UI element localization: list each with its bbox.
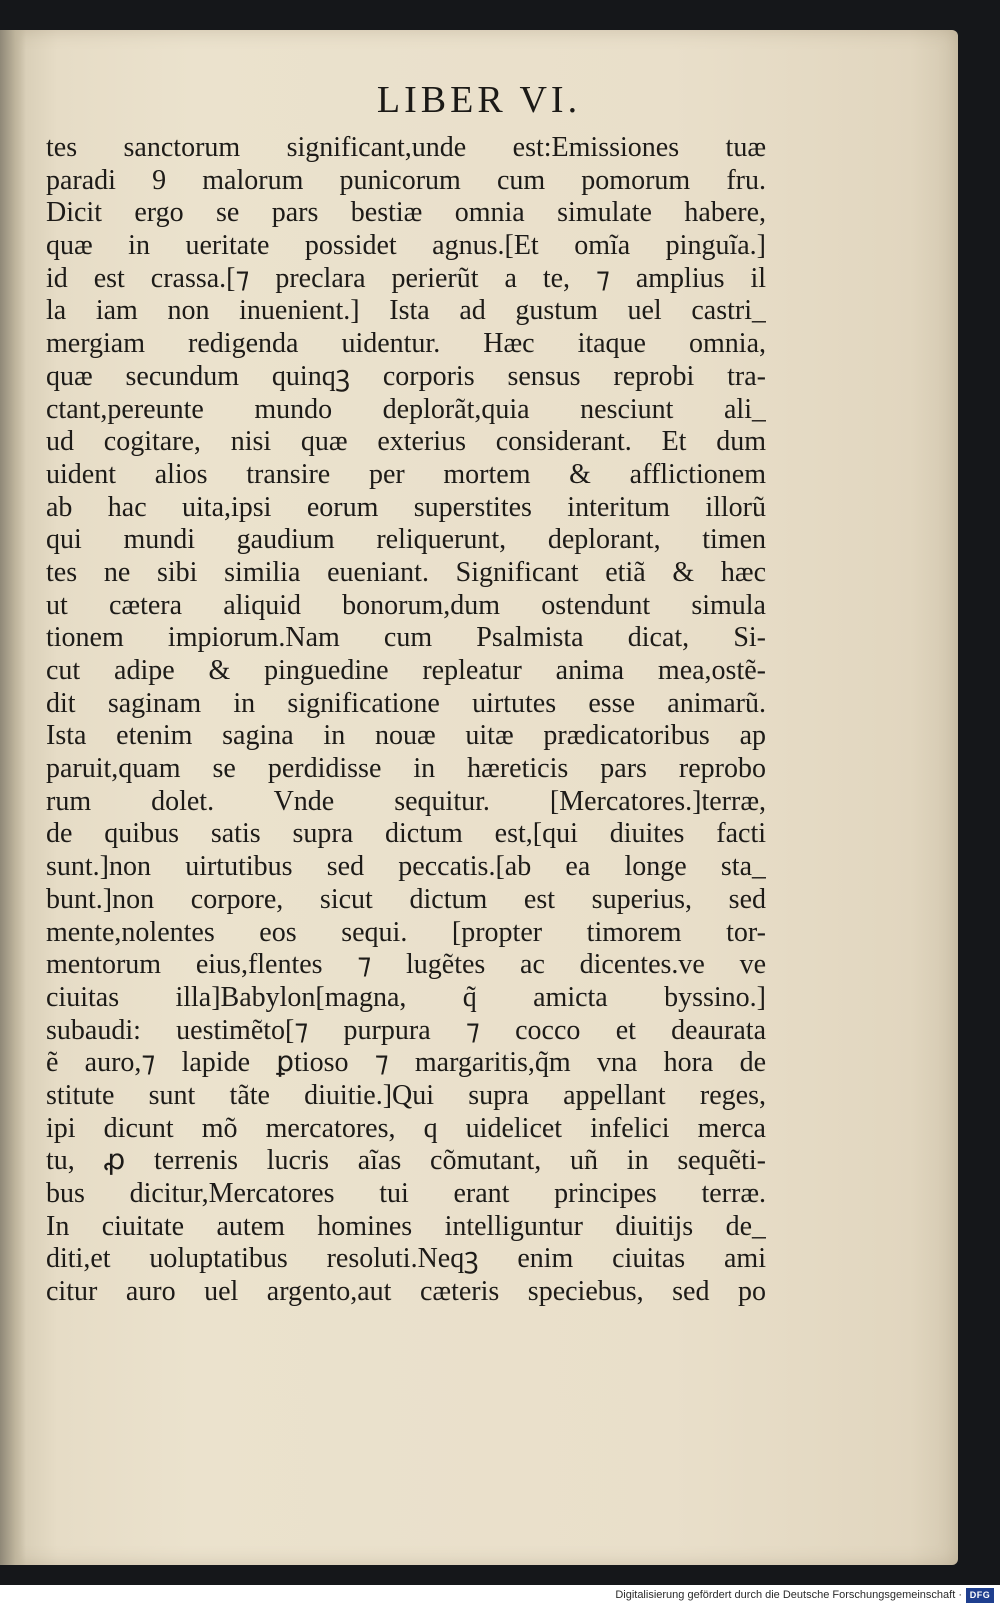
running-head: LIBER VI. [376,79,582,121]
page-gutter-shadow [0,30,26,1565]
book-page [0,30,958,1565]
text-line: dit saginam in significatione uirtutes esse animarũ. [46,687,766,719]
text-line: paruit,quam se perdidisse in hæreticis pars reprobo [46,753,766,785]
text-line: id est crassa.[⁊ preclara perierũt a te, ⁊ amplius il [46,262,766,294]
body-text [46,132,766,1309]
text-line: qui mundi gaudium reliquerunt, deplorant, timen [46,524,766,556]
funding-credit: Digitalisierung gefördert durch die Deutsche Forschungsgemeinschaft · [615,1589,962,1601]
text-line: Ista etenim sagina in nouæ uitæ prædicatoribus ap [46,720,766,752]
text-line: ab hac uita,ipsi eorum superstites interitum illorũ [46,491,766,523]
text-line: ẽ auro,⁊ lapide ꝑtioso ⁊ margaritis,q̃m vna hora de [46,1047,766,1079]
text-line: tu, ꝓ terrenis lucris aĩas cõmutant, uñ in sequẽti- [46,1145,766,1177]
text-line: quæ secundum quinqꝫ corporis sensus reprobi tra- [46,360,766,392]
text-line: bunt.]non corpore, sicut dictum est superius, sed [46,883,766,915]
text-line: de quibus satis supra dictum est,[qui diuites facti [46,818,766,850]
text-line: ctant,pereunte mundo deplorãt,quia nesciunt ali_ [46,393,766,425]
text-line: subaudi: uestimẽto[⁊ purpura ⁊ cocco et deaurata [46,1014,766,1046]
text-line: ciuitas illa]Babylon[magna, q̃ amicta byssino.] [46,981,766,1013]
text-line: uident alios transire per mortem & afflictionem [46,458,766,490]
text-line: paradi 9 malorum punicorum cum pomorum fru. [46,164,766,196]
text-line: mergiam redigenda uidentur. Hæc itaque omnia, [46,328,766,360]
text-line: cut adipe & pinguedine repleatur anima mea,ostẽ- [46,655,766,686]
text-line: rum dolet. Vnde sequitur. [Mercatores.]terræ, [46,785,766,817]
text-line: ud cogitare, nisi quæ exterius considerant. Et dum [46,426,766,458]
text-line: sunt.]non uirtutibus sed peccatis.[ab ea longe sta_ [46,851,766,883]
text-line: tes ne sibi similia eueniant. Significant etiã & hæc [46,556,766,588]
text-line: tes sanctorum significant,unde est:Emissiones tuæ [46,132,766,163]
text-line: Dicit ergo se pars bestiæ omnia simulate habere, [46,197,766,229]
text-line: bus dicitur,Mercatores tui erant principes terræ. [46,1178,766,1209]
text-line: quæ in ueritate possidet agnus.[Et omĩa pinguĩa.] [46,230,766,262]
text-line: diti,et uoluptatibus resoluti.Neqꝫ enim ciuitas ami [46,1243,766,1275]
text-line: mentorum eius,flentes ⁊ lugẽtes ac dicentes.ve ve [46,949,766,981]
text-line: ut cætera aliquid bonorum,dum ostendunt simula [46,589,766,621]
footer-bar [0,1585,1000,1608]
text-line: la iam non inuenient.] Ista ad gustum uel castri_ [46,295,766,327]
text-line: mente,nolentes eos sequi. [propter timorem tor- [46,916,766,948]
text-line: tionem impiorum.Nam cum Psalmista dicat, Si- [46,622,766,654]
text-line: In ciuitate autem homines intelliguntur diuitijs de_ [46,1210,766,1242]
dfg-logo: DFG [966,1588,994,1603]
text-line: stitute sunt tãte diuitie.]Qui supra appellant reges, [46,1079,766,1111]
text-line: citur auro uel argento,aut cæteris speciebus, sed po [46,1276,766,1308]
text-line: ipi dicunt mõ mercatores, q uidelicet infelici merca [46,1112,766,1144]
